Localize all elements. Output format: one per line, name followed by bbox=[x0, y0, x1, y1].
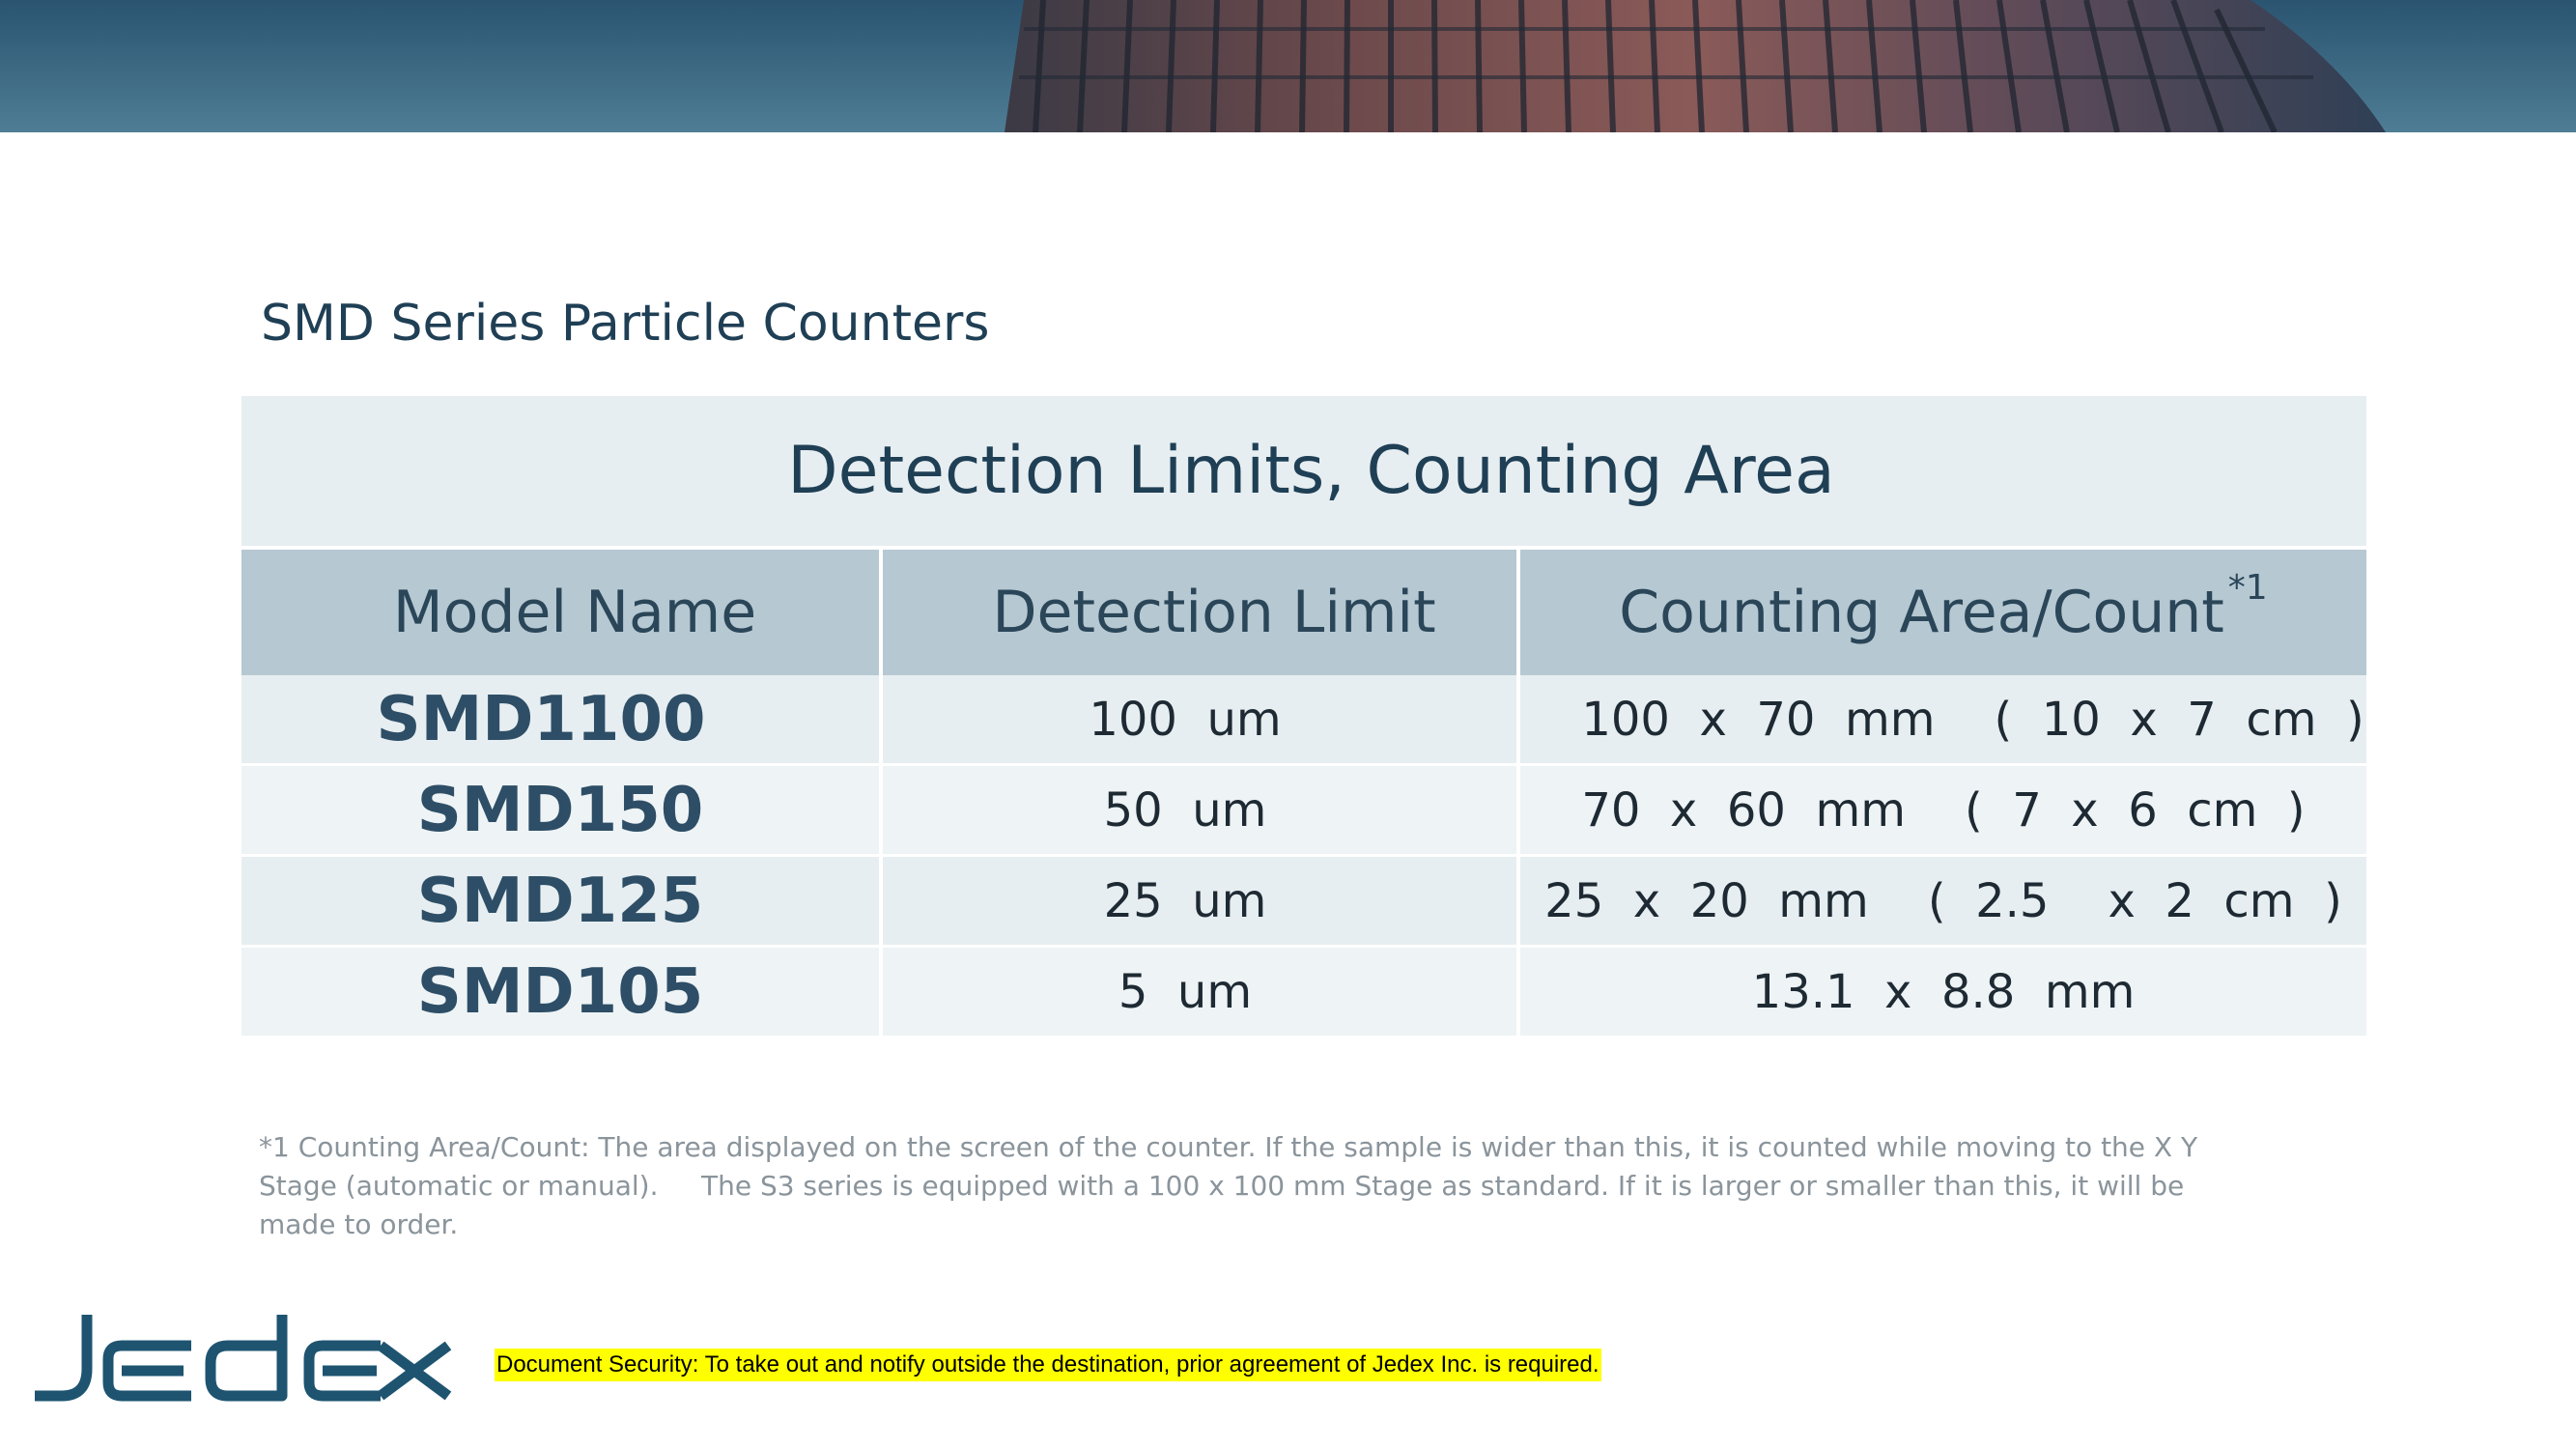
detection-limit-cell bbox=[883, 675, 1520, 766]
detection-limit-value: 25 um bbox=[1103, 873, 1267, 928]
building-photo bbox=[0, 0, 2576, 132]
table-row bbox=[241, 766, 2366, 857]
footnote-marker: *1 bbox=[2227, 567, 2268, 608]
jedex-logo bbox=[29, 1309, 454, 1406]
detection-limit-cell bbox=[883, 857, 1520, 948]
counting-area-value: 25 x 20 mm ( 2.5 x 2 cm ) bbox=[1544, 873, 2342, 928]
counting-area-cell bbox=[1520, 766, 2366, 857]
header-counting-area-label: Counting Area/Count bbox=[1619, 579, 2224, 646]
document-security-notice: Document Security: To take out and notify outside the destination, prior agreement of Jedex Inc. is required. bbox=[495, 1349, 1601, 1381]
table-row bbox=[241, 948, 2366, 1038]
table-caption: Detection Limits, Counting Area bbox=[787, 433, 1835, 509]
detection-limit-value: 100 um bbox=[1089, 692, 1282, 747]
table-caption-row bbox=[241, 396, 2366, 550]
detection-limit-cell bbox=[883, 766, 1520, 857]
model-name: SMD150 bbox=[416, 774, 704, 846]
table-row bbox=[241, 857, 2366, 948]
detection-limits-table bbox=[241, 396, 2366, 1038]
header-detection-limit bbox=[883, 550, 1520, 675]
detection-limit-cell bbox=[883, 948, 1520, 1038]
counting-area-cell bbox=[1520, 675, 2366, 766]
counting-area-value: 13.1 x 8.8 mm bbox=[1751, 964, 2136, 1019]
header-model-name-label: Model Name bbox=[392, 579, 757, 646]
header-detection-limit-label: Detection Limit bbox=[992, 579, 1436, 646]
slide-title: SMD Series Particle Counters bbox=[261, 295, 990, 353]
model-name-cell bbox=[241, 766, 883, 857]
table-row bbox=[241, 675, 2366, 766]
model-name-cell bbox=[241, 675, 883, 766]
model-name-cell bbox=[241, 857, 883, 948]
header-model-name bbox=[241, 550, 883, 675]
model-name: SMD105 bbox=[416, 955, 704, 1028]
detection-limit-value: 5 um bbox=[1118, 964, 1253, 1019]
counting-area-cell bbox=[1520, 857, 2366, 948]
model-name: SMD1100 bbox=[376, 683, 706, 755]
header-banner-image bbox=[0, 0, 2576, 132]
detection-limit-value: 50 um bbox=[1103, 782, 1267, 838]
counting-area-cell bbox=[1520, 948, 2366, 1038]
model-name: SMD125 bbox=[416, 865, 704, 937]
model-name-cell bbox=[241, 948, 883, 1038]
counting-area-value: 70 x 60 mm ( 7 x 6 cm ) bbox=[1581, 782, 2306, 838]
counting-area-value: 100 x 70 mm ( 10 x 7 cm ) bbox=[1522, 692, 2364, 747]
header-counting-area bbox=[1520, 550, 2366, 675]
footnote-text: *1 Counting Area/Count: The area displayed on the screen of the counter. If the sample is wider than this, it is counted while moving to the X Y Stage (automatic or manual). The S3 series is equipped with a 100 x 100 mm Stage as standard. If it is larger or smaller than this, it will be made to order. bbox=[259, 1131, 2207, 1240]
table-header-row bbox=[241, 550, 2366, 675]
